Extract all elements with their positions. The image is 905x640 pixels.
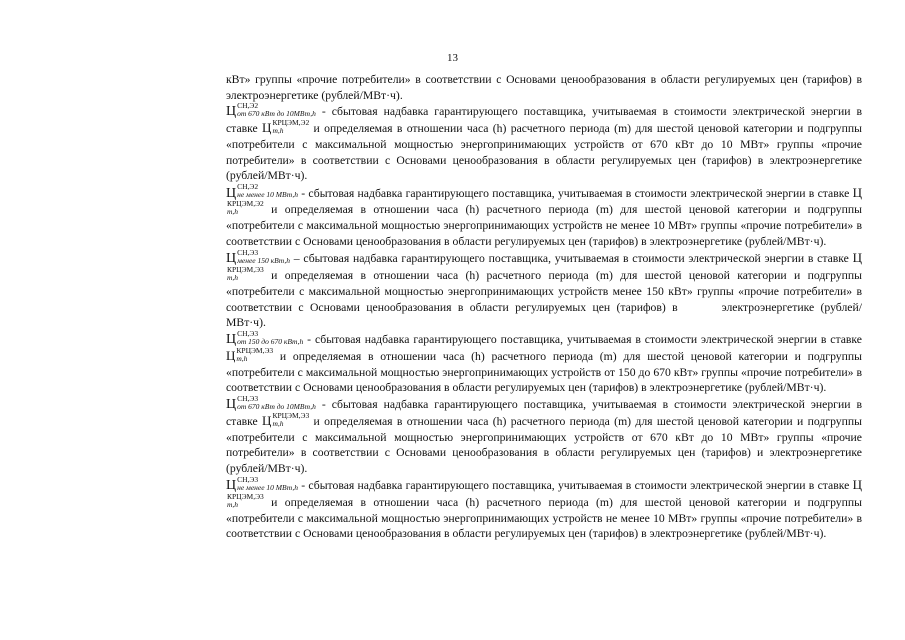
symbol-superscript: КРЦЭМ,Э3 [272, 410, 310, 420]
symbol-letter: Ц [226, 331, 237, 347]
symbol-letter: Ц [852, 250, 862, 266]
symbol-letter: Ц [226, 478, 237, 494]
symbol-subscript: не менее 10 МВт,h [237, 482, 298, 492]
symbol-letter: Ц [852, 184, 862, 200]
symbol-superscript: КРЦЭМ,Э2 [227, 199, 264, 209]
symbol-subscript: от 670 кВт до 10МВт,h [237, 401, 316, 411]
definition-text: и определяемая в отношении часа (h) расчетного периода (m) для шестой ценовой категории и подгруппы «потребители с максимальной мощностью энергопринимающих устройств от 670 кВт до 10 МВт» группы «прочие потребители» в соответствии с Основами ценообразования в области регулируемых цен (тарифов) в электроэнергетике (рублей/МВт·ч). [226, 122, 862, 183]
definition-text: электроэнергетике (рублей/МВт·ч). [226, 300, 862, 330]
definition-paragraph [226, 101, 862, 184]
definition-paragraph [226, 250, 862, 330]
symbol-letter: Ц [226, 104, 237, 120]
tariff-symbol [226, 393, 316, 412]
symbol-letter: Ц [226, 396, 237, 412]
document-body [226, 72, 862, 542]
rate-symbol [226, 345, 274, 363]
symbol-superscript: СН,Э2 [237, 182, 259, 192]
symbol-subscript: m,h [227, 273, 239, 283]
symbol-subscript: m,h [272, 126, 284, 136]
symbol-letter: Ц [262, 412, 272, 428]
symbol-superscript: СН,Э3 [237, 474, 259, 484]
symbol-letter: Ц [226, 185, 237, 201]
symbol-superscript: КРЦЭМ,Э3 [227, 491, 264, 501]
symbol-letter: Ц [226, 251, 237, 267]
symbol-superscript: СН,Э3 [237, 393, 259, 403]
tariff-symbol [226, 474, 298, 494]
symbol-subscript: не менее 10 МВт,h [237, 190, 298, 200]
symbol-subscript: m,h [227, 207, 239, 217]
definition-text: - сбытовая надбавка гарантирующего поставщика, учитываемая в стоимости электрической энергии в ставке [303, 332, 862, 346]
definition-paragraph [226, 474, 862, 542]
definition-text: – сбытовая надбавка гарантирующего поставщика, учитываемая в стоимости электрической энергии в ставке [290, 252, 853, 266]
intro-paragraph: кВт» группы «прочие потребители» в соответствии с Основами ценообразования в области регулируемых цен (тарифов) в электроэнергетике (рублей/МВт·ч). [226, 73, 862, 102]
symbol-superscript: СН,Э3 [237, 328, 259, 338]
symbol-letter: Ц [226, 347, 236, 363]
tariff-symbol [226, 101, 316, 120]
symbol-superscript: СН,Э2 [237, 101, 259, 110]
symbol-superscript: КРЦЭМ,Э3 [227, 265, 264, 275]
symbol-subscript: m,h [236, 353, 248, 363]
definition-text: - сбытовая надбавка гарантирующего поставщика, учитываемая в стоимости электрической энергии в ставке [226, 105, 862, 135]
definition-text: и определяемая в отношении часа (h) расчетного периода (m) для шестой ценовой категории и подгруппы «потребители с максимальной мощностью энергопринимающих устройств от 670 кВт до 10 МВт» группы «прочие потребители» в соответствии с Основами ценообразования в области регулируемых цен (тарифов) и электроэнергетике (рублей/МВт·ч). [226, 414, 862, 475]
symbol-subscript: менее 150 кВт,h [237, 256, 291, 266]
definition-text: - сбытовая надбавка гарантирующего поставщика, учитываемая в стоимости электрической энергии в ставке [297, 186, 853, 200]
symbol-subscript: от 150 до 670 кВт,h [237, 336, 304, 346]
symbol-subscript: m,h [227, 499, 239, 509]
definition-text: - сбытовая надбавка гарантирующего поставщика, учитываемая в стоимости электрической энергии в ставке [297, 479, 853, 493]
symbol-superscript: СН,Э3 [237, 248, 259, 258]
definition-text: - сбытовая надбавка гарантирующего поставщика, учитываемая в стоимости электрической энергии в ставке [226, 397, 862, 428]
definition-paragraph [226, 328, 862, 396]
tariff-symbol [226, 248, 291, 267]
definition-text: и определяемая в отношении часа (h) расчетного периода (m) для шестой ценовой категории и подгруппы «потребители с максимальной мощностью энергопринимающих устройств от 150 до 670 кВт» группы «прочие потребители» в соответствии с Основами ценообразования в области регулируемых цен (тарифов) в электроэнергетике (рублей/МВт·ч). [226, 349, 862, 395]
rate-symbol [262, 120, 309, 135]
definition-text: и определяемая в отношении часа (h) расчетного периода (m) для шестой ценовой категории и подгруппы «потребители с максимальной мощностью энергопринимающих устройств не менее 10 МВт» группы «прочие потребители» в соответствии с Основами ценообразования в области регулируемых цен (тарифов) в электроэнергетике (рублей/МВт·ч). [226, 203, 862, 248]
definition-text: и определяемая в отношении часа (h) расчетного периода (m) для шестой ценовой категории и подгруппы «потребители с максимальной мощностью энергопринимающих устройств менее 150 кВт» группы «прочие потребители» в соответствии с Основами ценообразования в области регулируемых цен (тарифов) в [226, 269, 862, 314]
symbol-superscript: КРЦЭМ,Э3 [236, 345, 274, 355]
definition-text: и определяемая в отношении часа (h) расчетного периода (m) для шестой ценовой категории и подгруппы «потребители с максимальной мощностью энергопринимающих устройств не менее 10 МВт» группы «прочие потребители» в соответствии с Основами ценообразования в области регулируемых цен (тарифов) в электроэнергетике (рублей/МВт·ч). [226, 495, 862, 541]
page-number: 13 [447, 52, 458, 64]
symbol-superscript: КРЦЭМ,Э2 [272, 118, 310, 128]
rate-symbol [262, 410, 310, 428]
symbol-letter: Ц [852, 477, 862, 493]
definition-paragraph [226, 182, 862, 250]
definition-paragraph [226, 393, 862, 477]
tariff-symbol [226, 328, 304, 347]
tariff-symbol [226, 182, 298, 201]
symbol-subscript: от 670 кВт до 10МВт,h [237, 109, 316, 118]
symbol-letter: Ц [262, 120, 272, 135]
symbol-subscript: m,h [272, 418, 284, 428]
